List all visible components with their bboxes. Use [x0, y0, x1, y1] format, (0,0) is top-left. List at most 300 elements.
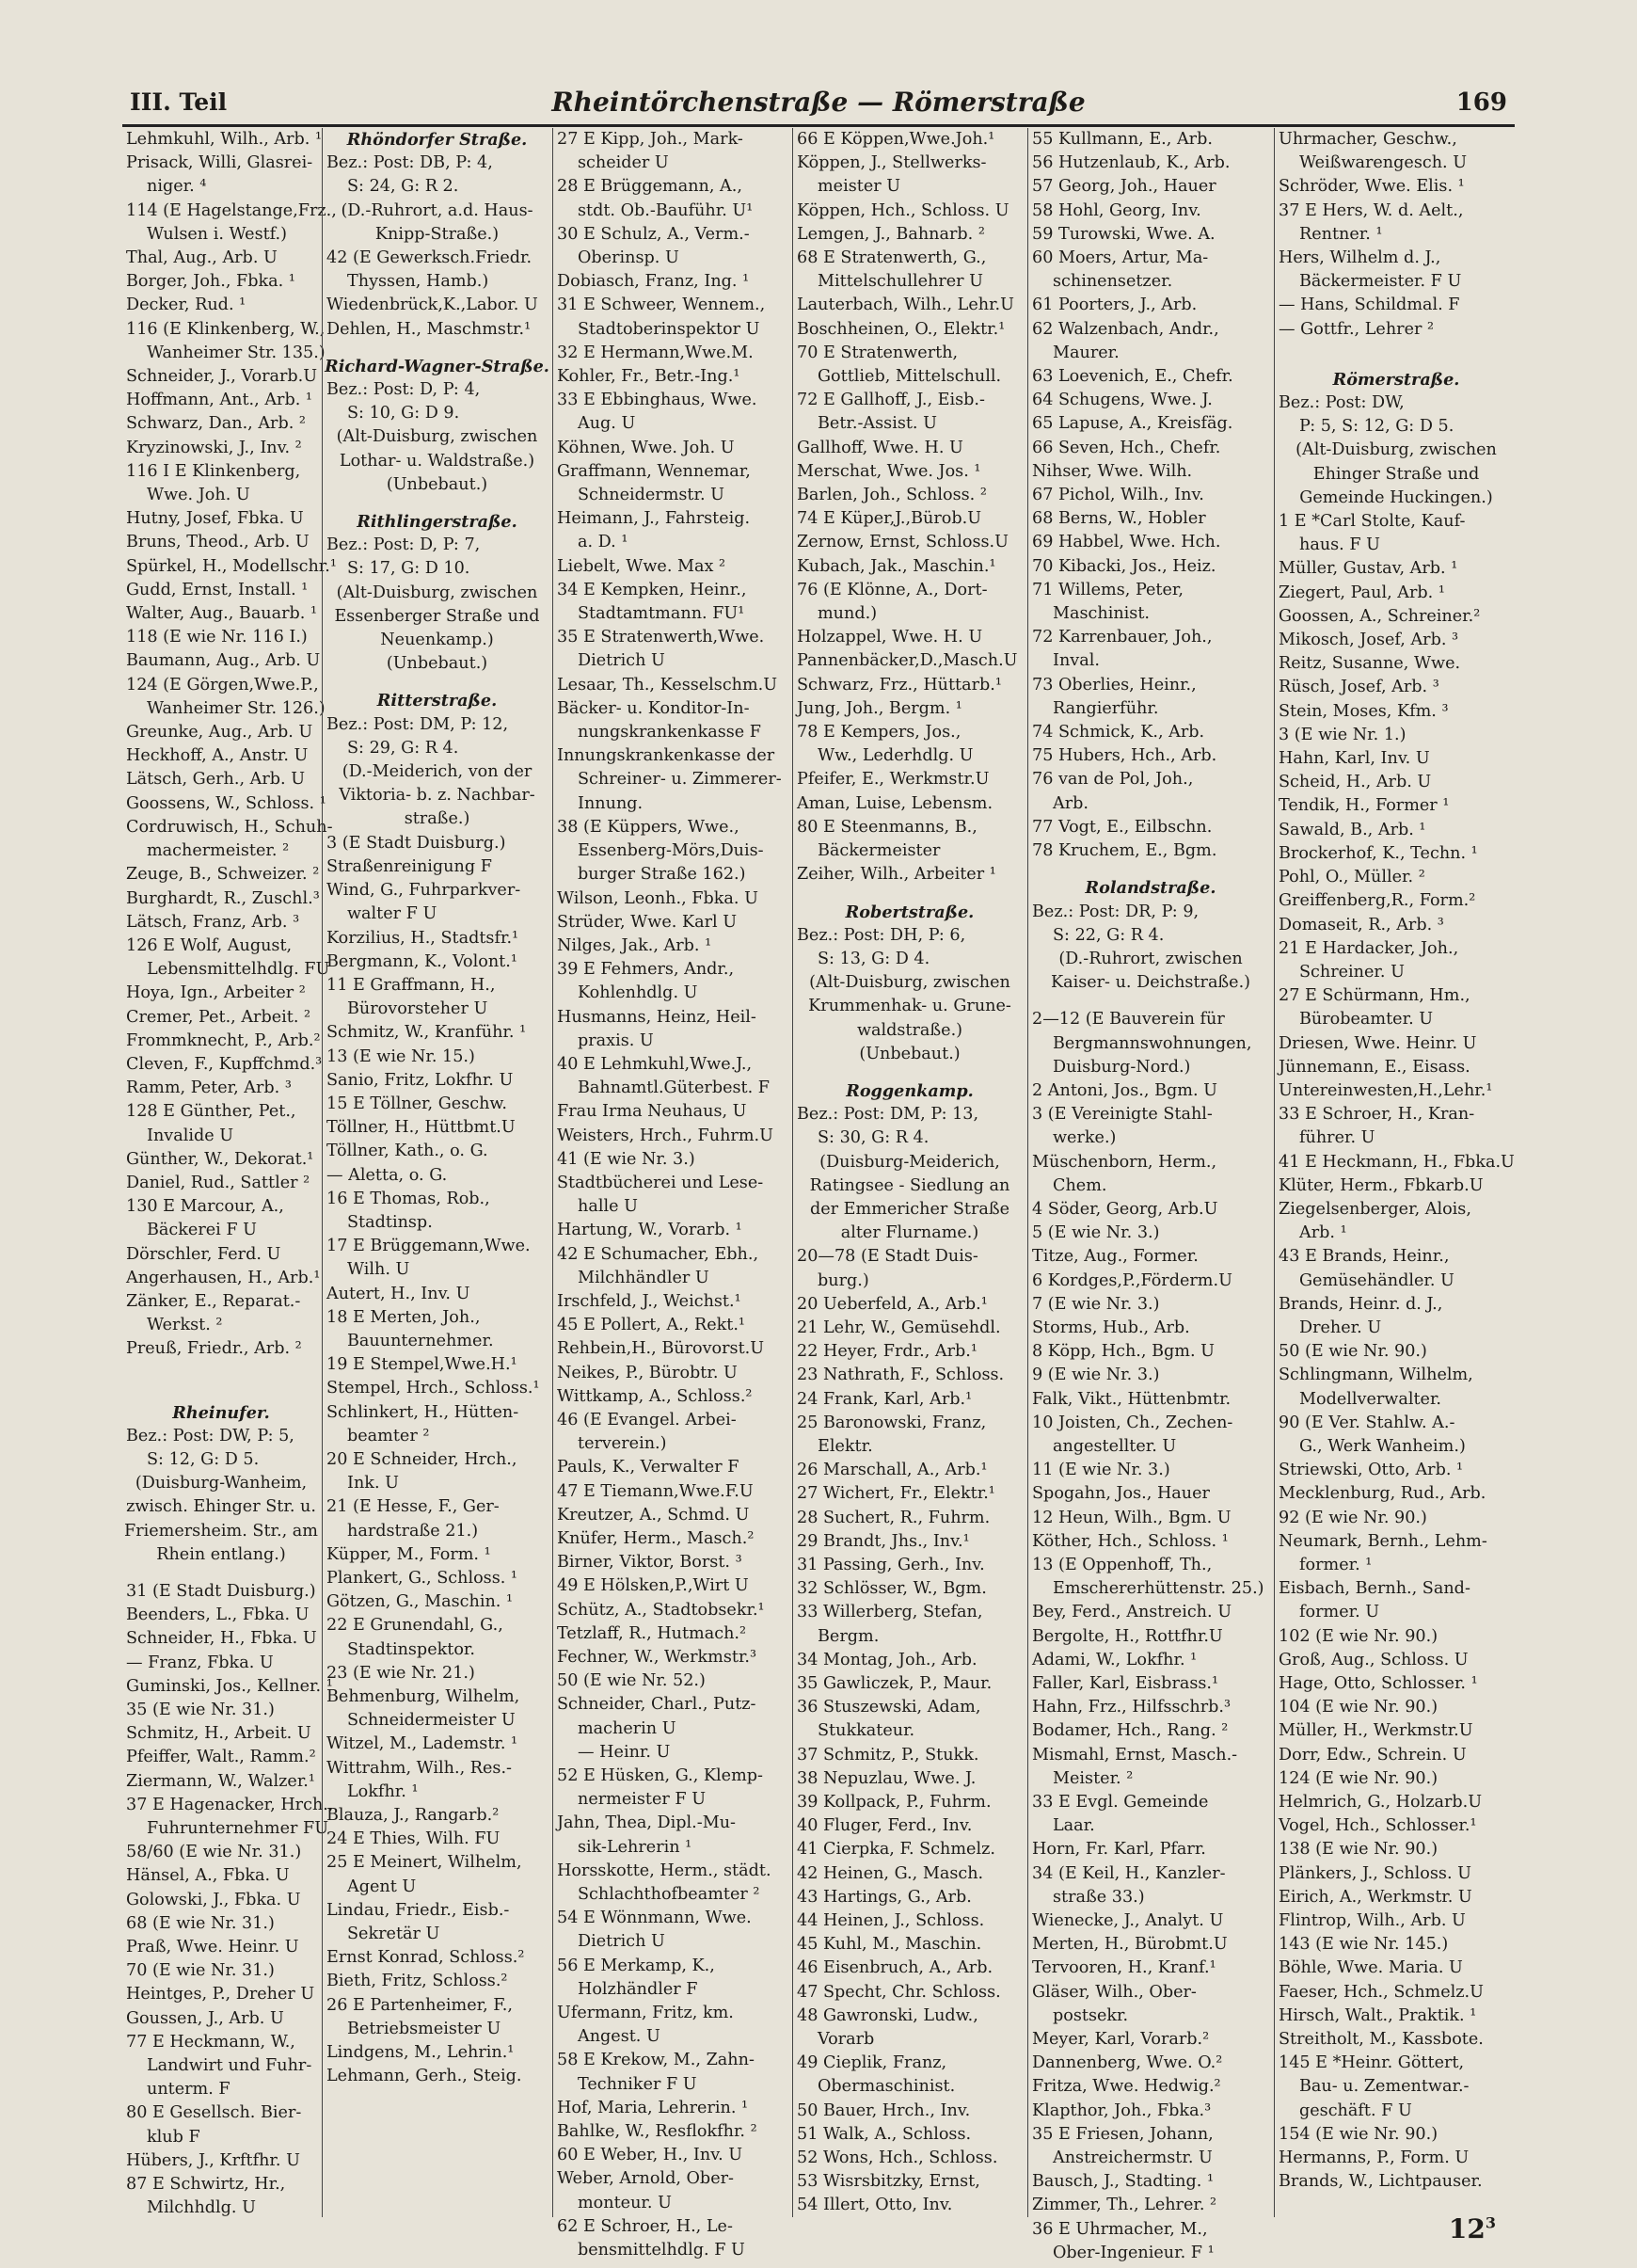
directory-entry-line: stdt. Ob.-Bauführ. U¹: [578, 200, 754, 220]
directory-entry-line: Zimmer, Th., Lehrer. ²: [1032, 2196, 1217, 2215]
directory-entry-line: Goossen, A., Schreiner.²: [1279, 606, 1481, 626]
spacer: [122, 1362, 322, 1375]
directory-entry-line: 23 Nathrath, F., Schloss.: [797, 1366, 1005, 1385]
directory-entry-line: hardstraße 21.): [347, 1521, 479, 1541]
directory-entry-line: Wanheimer Str. 135.): [147, 343, 326, 362]
directory-entry-line: Pannenbäcker,D.,Masch.U: [797, 651, 1018, 671]
directory-entry-line: Invalide U: [147, 1126, 234, 1145]
directory-entry-line: Nihser, Wwe. Wilh.: [1032, 461, 1193, 481]
directory-entry-line: Angest. U: [578, 2027, 660, 2047]
directory-entry-line: Dreher. U: [1299, 1318, 1382, 1337]
directory-entry-line: Vorarb: [818, 2030, 875, 2050]
directory-entry-line: Bez.: Post: D, P: 4,: [326, 380, 481, 400]
directory-entry-line: Brands, Heinr. d. J.,: [1279, 1294, 1443, 1314]
directory-entry-line: Günther, W., Dekorat.¹: [126, 1149, 314, 1169]
directory-entry-line: Schneider, J., Vorarb.U: [126, 367, 318, 387]
directory-entry-line: Chem.: [1053, 1175, 1107, 1195]
directory-entry-line: Anstreichermstr. U: [1053, 2148, 1213, 2168]
directory-entry-line: (Duisburg-Wanheim,: [135, 1474, 308, 1493]
directory-entry-line: Lauterbach, Wilh., Lehr.U: [797, 295, 1014, 315]
directory-entry-line: Merschat, Wwe. Jos. ¹: [797, 461, 981, 481]
street-heading: Rhöndorfer Straße.: [346, 130, 528, 150]
directory-entry-line: Wienecke, J., Analyt. U: [1032, 1911, 1224, 1931]
directory-entry-line: Friemersheim. Str., am: [124, 1521, 318, 1541]
directory-entry-line: der Emmericher Straße: [809, 1199, 1010, 1219]
directory-entry-line: 3 (E Stadt Duisburg.): [326, 833, 506, 853]
directory-entry-line: Töllner, H., Hüttbmt.U: [326, 1118, 516, 1138]
directory-entry-line: Fechner, W., Werkmstr.³: [557, 1648, 757, 1667]
directory-entry-line: Klüter, Herm., Fbkarb.U: [1279, 1175, 1484, 1195]
directory-entry-line: 18 E Merten, Joh.,: [326, 1307, 481, 1327]
directory-entry-line: Schmitz, H., Arbeit. U: [126, 1724, 311, 1744]
directory-entry-line: postsekr.: [1053, 2005, 1129, 2025]
directory-entry-line: Hänsel, A., Fbka. U: [126, 1866, 290, 1886]
street-heading: Rheinufer.: [172, 1402, 270, 1423]
directory-entry-line: 30 E Schulz, A., Verm.-: [557, 224, 750, 244]
directory-entry-line: 53 Wisrsbitzky, Ernst,: [797, 2172, 980, 2192]
directory-entry-line: Emschererhüttenstr. 25.): [1053, 1579, 1264, 1599]
directory-entry-line: Schneidermeister U: [347, 1711, 516, 1731]
directory-entry-line: Bez.: Post: D, P: 7,: [326, 535, 481, 555]
directory-entry-line: Kohlenhdlg. U: [578, 983, 698, 1003]
directory-entry-line: Holzhändler F: [578, 1979, 698, 1999]
directory-entry-line: 33 E Evgl. Gemeinde: [1032, 1793, 1209, 1813]
directory-entry-line: 34 Montag, Joh., Arb.: [797, 1650, 977, 1669]
directory-entry-line: 48 Gawronski, Ludw.,: [797, 2005, 978, 2025]
directory-entry-line: Ober-Ingenieur. F ¹: [1053, 2243, 1215, 2262]
street-heading: Rithlingerstraße.: [357, 512, 517, 533]
directory-entry-line: Pfeiffer, Walt., Ramm.²: [126, 1748, 316, 1767]
directory-entry-line: Wiedenbrück,K.,Labor. U: [326, 295, 538, 315]
directory-entry-line: 90 (E Ver. Stahlw. A.-: [1279, 1413, 1455, 1432]
directory-entry-line: Gallhoff, Wwe. H. U: [797, 438, 963, 457]
directory-entry-line: 126 E Wolf, August,: [126, 935, 293, 955]
directory-entry-line: Köhnen, Wwe. Joh. U: [557, 438, 735, 457]
directory-entry-line: Klapthor, Joh., Fbka.³: [1032, 2100, 1212, 2120]
directory-entry-line: 33 E Schroer, H., Kran-: [1279, 1105, 1475, 1125]
directory-entry-line: Bäckermeister. F U: [1299, 272, 1462, 292]
directory-entry-line: Borger, Joh., Fbka. ¹: [126, 272, 295, 292]
directory-entry-line: 33 E Ebbinghaus, Wwe.: [557, 391, 757, 410]
directory-entry-line: burg.): [818, 1270, 869, 1290]
directory-entry-line: Tetzlaff, R., Hutmach.²: [557, 1623, 747, 1643]
directory-entry-line: Hartung, W., Vorarb. ¹: [557, 1221, 742, 1240]
directory-entry-line: Dietrich U: [578, 1932, 665, 1952]
spacer: [323, 497, 553, 510]
directory-entry-line: 35 E Friesen, Johann,: [1032, 2124, 1214, 2144]
directory-entry-line: Angerhausen, H., Arb.¹: [126, 1268, 321, 1287]
directory-entry-line: 31 E Schweer, Wennem.,: [557, 295, 766, 315]
directory-entry-line: Strüder, Wwe. Karl U: [557, 912, 738, 932]
directory-entry-line: Kreutzer, A., Schmd. U: [557, 1505, 750, 1525]
directory-entry-line: 124 (E wie Nr. 90.): [1279, 1768, 1438, 1788]
spacer: [793, 887, 1028, 901]
directory-entry-line: Horsskotte, Herm., städt.: [557, 1861, 771, 1880]
directory-entry-line: Bergolte, H., Rottfhr.U: [1032, 1626, 1223, 1646]
directory-entry-line: Müller, Gustav, Arb. ¹: [1279, 559, 1458, 579]
running-header: [122, 83, 1515, 127]
directory-entry-line: Hoya, Ign., Arbeiter ²: [126, 983, 306, 1003]
directory-entry-line: 40 E Lehmkuhl,Wwe.J.,: [557, 1054, 753, 1074]
directory-entry-line: Hirsch, Walt., Praktik. ¹: [1279, 2005, 1477, 2025]
directory-entry-line: 74 Schmick, K., Arb.: [1032, 723, 1205, 743]
directory-entry-line: Gemüsehändler. U: [1299, 1270, 1454, 1290]
directory-entry-line: Prisack, Willi, Glasrei-: [126, 153, 313, 173]
directory-entry-line: Zeiher, Wilh., Arbeiter ¹: [797, 865, 996, 885]
directory-entry-line: Betr.-Assist. U: [818, 414, 937, 434]
directory-entry-line: Praß, Wwe. Heinr. U: [126, 1938, 299, 1957]
spacer: [1028, 995, 1275, 1008]
directory-entry-line: Titze, Aug., Former.: [1032, 1247, 1199, 1267]
directory-entry-line: 47 E Tiemann,Wwe.F.U: [557, 1481, 754, 1501]
directory-entry-line: Stadtinsp.: [347, 1212, 433, 1232]
street-heading: Ritterstraße.: [376, 691, 498, 711]
directory-entry-line: unterm. F: [147, 2080, 230, 2100]
directory-entry-line: Schmitz, W., Kranführ. ¹: [326, 1023, 527, 1043]
directory-entry-line: — Franz, Fbka. U: [126, 1653, 274, 1672]
directory-entry-line: Modellverwalter.: [1299, 1389, 1442, 1409]
directory-entry-line: 62 E Schroer, H., Le-: [557, 2216, 733, 2236]
directory-entry-line: 45 Kuhl, M., Maschin.: [797, 1935, 982, 1955]
directory-entry-line: Greunke, Aug., Arb. U: [126, 723, 313, 743]
directory-entry-line: 116 (E Klinkenberg, W.,: [126, 319, 326, 339]
directory-entry-line: (D.-Ruhrort, a.d. Haus-: [341, 200, 533, 220]
directory-entry-line: 65 Lapuse, A., Kreisfäg.: [1032, 414, 1233, 434]
directory-entry-line: Graffmann, Wennemar,: [557, 461, 751, 481]
directory-entry-line: 37 E Hers, W. d. Aelt.,: [1279, 200, 1464, 220]
directory-entry-line: 130 E Marcour, A.,: [126, 1197, 284, 1217]
directory-entry-line: 49 Cieplik, Franz,: [797, 2053, 947, 2073]
directory-entry-line: führer. U: [1299, 1128, 1375, 1148]
directory-entry-line: niger. ⁴: [147, 177, 207, 197]
directory-entry-line: Köppen, J., Stellwerks-: [797, 153, 987, 173]
sheet-signature-superscript: 3: [1485, 2213, 1496, 2232]
directory-entry-line: Weißwarengesch. U: [1299, 153, 1468, 173]
directory-entry-line: 13 (E wie Nr. 15.): [326, 1046, 475, 1066]
directory-entry-line: 34 (E Keil, H., Kanzler-: [1032, 1863, 1226, 1883]
directory-entry-line: Werkst. ²: [147, 1316, 223, 1335]
directory-entry-line: Scheid, H., Arb. U: [1279, 773, 1432, 792]
directory-entry-line: 154 (E wie Nr. 90.): [1279, 2124, 1438, 2144]
directory-entry-line: 145 E *Heinr. Göttert,: [1279, 2053, 1465, 2073]
directory-entry-line: Wwe. Joh. U: [147, 486, 250, 505]
directory-entry-line: Spürkel, H., Modellschr.¹: [126, 556, 337, 576]
directory-entry-line: Neumark, Bernh., Lehm-: [1279, 1531, 1487, 1551]
directory-entry-line: 29 Brandt, Jhs., Inv.¹: [797, 1531, 970, 1551]
directory-entry-line: Bergmann, K., Volont.¹: [326, 951, 517, 971]
directory-entry-line: 11 E Graffmann, H.,: [326, 975, 496, 995]
directory-entry-line: 66 E Köppen,Wwe.Joh.¹: [797, 130, 995, 149]
directory-entry-line: Korzilius, H., Stadtsfr.¹: [326, 928, 519, 948]
directory-entry-line: sik-Lehrerin ¹: [578, 1837, 692, 1857]
directory-entry-line: Zernow, Ernst, Schloss.U: [797, 533, 1009, 552]
directory-entry-line: Oberinsp. U: [578, 248, 679, 268]
directory-entry-line: Lindau, Friedr., Eisb.-: [326, 1900, 510, 1920]
directory-entry-line: 41 E Heckmann, H., Fbka.U: [1279, 1152, 1515, 1172]
directory-entry-line: 26 E Partenheimer, F.,: [326, 1995, 513, 2015]
directory-entry-line: Zänker, E., Reparat.-: [126, 1291, 301, 1311]
directory-entry-line: (Unbebaut.): [859, 1044, 961, 1063]
directory-entry-line: 20—78 (E Stadt Duis-: [797, 1247, 978, 1267]
directory-entry-line: Hers, Wilhelm d. J.,: [1279, 248, 1441, 268]
directory-entry-line: Kohler, Fr., Betr.-Ing.¹: [557, 367, 740, 387]
directory-entry-line: 104 (E wie Nr. 90.): [1279, 1698, 1438, 1717]
directory-entry-line: Liebelt, Wwe. Max ²: [557, 556, 726, 576]
directory-entry-line: Behmenburg, Wilhelm,: [326, 1687, 520, 1706]
directory-entry-line: Gudd, Ernst, Install. ¹: [126, 580, 309, 599]
directory-entry-line: 20 E Schneider, Hrch.,: [326, 1449, 517, 1469]
directory-entry-line: Ziegelsenberger, Alois,: [1279, 1199, 1471, 1219]
directory-entry-line: S: 17, G: D 10.: [347, 559, 470, 579]
directory-entry-line: Köppen, Hch., Schloss. U: [797, 200, 1009, 220]
directory-entry-line: werke.): [1053, 1128, 1117, 1148]
directory-entry-line: Bauunternehmer.: [347, 1331, 494, 1350]
directory-entry-line: Meister. ²: [1053, 1768, 1134, 1788]
directory-entry-line: Lokfhr. ¹: [347, 1781, 419, 1801]
directory-entry-line: Köther, Hch., Schloss. ¹: [1032, 1531, 1229, 1551]
directory-entry-line: geschäft. F U: [1299, 2100, 1412, 2120]
directory-entry-line: Bieth, Fritz, Schloss.²: [326, 1972, 508, 1991]
directory-entry-line: mund.): [818, 604, 878, 624]
directory-entry-line: Schreiner- u. Zimmerer-: [578, 770, 782, 790]
directory-entry-line: 57 Georg, Joh., Hauer: [1032, 177, 1216, 197]
spacer: [122, 1567, 322, 1580]
directory-entry-line: Brands, W., Lichtpauser.: [1279, 2172, 1483, 2192]
directory-entry-line: 68 Berns, W., Hobler: [1032, 509, 1206, 529]
directory-entry-line: 56 Hutzenlaub, K., Arb.: [1032, 153, 1231, 173]
directory-entry-line: Lebensmittelhdlg. FU: [147, 960, 330, 980]
directory-entry-line: former. U: [1299, 1603, 1380, 1622]
directory-entry-line: 26 Marschall, A., Arb.¹: [797, 1461, 988, 1480]
directory-entry-line: Schreiner. U: [1299, 962, 1405, 982]
directory-entry-line: 7 (E wie Nr. 3.): [1032, 1294, 1160, 1314]
directory-entry-line: Gläser, Wilh., Ober-: [1032, 1982, 1197, 2002]
directory-entry-line: Landwirt und Fuhr-: [147, 2056, 312, 2076]
directory-entry-line: 46 Eisenbruch, A., Arb.: [797, 1958, 993, 1978]
directory-entry-line: Obermaschinist.: [818, 2077, 956, 2097]
directory-entry-line: straße.): [404, 809, 470, 829]
directory-entry-line: klub F: [147, 2127, 200, 2147]
directory-entry-line: 50 (E wie Nr. 52.): [557, 1671, 706, 1691]
directory-entry-line: Nilges, Jak., Arb. ¹: [557, 935, 712, 955]
spacer: [122, 1388, 322, 1401]
directory-entry-line: 58 E Krekow, M., Zahn-: [557, 2051, 755, 2070]
directory-entry-line: 22 Heyer, Frdr., Arb.¹: [797, 1342, 977, 1362]
directory-entry-line: Bergm.: [818, 1626, 880, 1646]
directory-entry-line: Stadtoberinspektor U: [578, 319, 760, 339]
directory-entry-line: Wanheimer Str. 126.): [147, 698, 326, 718]
directory-entry-line: 10 Joisten, Ch., Zechen-: [1032, 1413, 1233, 1432]
directory-entry-line: 3 (E Vereinigte Stahl-: [1032, 1105, 1213, 1125]
directory-entry-line: — Gottfr., Lehrer ²: [1279, 319, 1435, 339]
directory-entry-line: Schneider, Charl., Putz-: [557, 1695, 756, 1715]
directory-entry-line: Tendik, H., Former ¹: [1279, 796, 1450, 816]
directory-entry-line: 71 Willems, Peter,: [1032, 580, 1184, 599]
directory-entry-line: 75 Hubers, Hch., Arb.: [1032, 746, 1217, 766]
directory-entry-line: waldstraße.): [856, 1020, 963, 1040]
directory-entry-line: Wind, G., Fuhrparkver-: [326, 881, 521, 901]
directory-entry-line: Ink. U: [347, 1474, 399, 1493]
directory-entry-line: 80 E Steenmanns, B.,: [797, 817, 977, 837]
directory-entry-line: 45 E Pollert, A., Rekt.¹: [557, 1316, 745, 1335]
directory-entry-line: Streitholt, M., Kassbote.: [1279, 2030, 1484, 2050]
directory-entry-line: Storms, Hub., Arb.: [1032, 1318, 1190, 1337]
directory-entry-line: 62 Walzenbach, Andr.,: [1032, 319, 1219, 339]
directory-entry-line: Hübers, J., Krftfhr. U: [126, 2150, 300, 2170]
directory-entry-line: 35 Gawliczek, P., Maur.: [797, 1674, 993, 1693]
directory-entry-line: 36 E Uhrmacher, M.,: [1032, 2219, 1208, 2239]
directory-entry-line: machermeister. ²: [147, 841, 290, 861]
directory-entry-line: Lesaar, Th., Kesselschm.U: [557, 675, 778, 695]
directory-entry-line: bensmittelhdlg. F U: [578, 2241, 745, 2260]
directory-entry-line: 68 E Stratenwerth, G.,: [797, 248, 987, 268]
directory-entry-line: Böhle, Wwe. Maria. U: [1279, 1958, 1463, 1978]
directory-entry-line: monteur. U: [578, 2193, 672, 2212]
directory-entry-line: (Alt-Duisburg, zwischen: [336, 583, 538, 602]
directory-entry-line: Heintges, P., Dreher U: [126, 1985, 315, 2004]
directory-entry-line: Cordruwisch, H., Schuh-: [126, 817, 333, 837]
directory-entry-line: Barlen, Joh., Schloss. ²: [797, 486, 987, 505]
directory-entry-line: Milchhdlg. U: [147, 2198, 256, 2218]
spacer: [323, 676, 553, 689]
directory-entry-line: 68 (E wie Nr. 31.): [126, 1913, 275, 1933]
directory-entry-line: Lehmkuhl, Wilh., Arb. ¹: [126, 130, 322, 149]
street-heading: Römerstraße.: [1332, 369, 1460, 390]
directory-entry-line: Müschenborn, Herm.,: [1032, 1152, 1217, 1172]
directory-entry-line: 116 I E Klinkenberg,: [126, 461, 301, 481]
directory-entry-line: 43 Hartings, G., Arb.: [797, 1887, 972, 1907]
directory-entry-line: Uhrmacher, Geschw.,: [1279, 130, 1457, 149]
directory-entry-line: Heimann, J., Fahrsteig.: [557, 509, 751, 529]
directory-entry-line: scheider U: [578, 153, 669, 173]
directory-entry-line: Kaiser- u. Deichstraße.): [1050, 973, 1251, 993]
directory-entry-line: Tervooren, H., Kranf.¹: [1032, 1958, 1216, 1978]
directory-entry-line: Jünnemann, E., Eisass.: [1279, 1057, 1470, 1077]
directory-entry-line: Fuhrunternehmer FU: [147, 1819, 329, 1839]
directory-entry-line: 28 Suchert, R., Fuhrm.: [797, 1508, 991, 1527]
directory-entry-line: Ufermann, Fritz, km.: [557, 2004, 734, 2023]
column-1: [122, 128, 337, 2218]
directory-entry-line: 51 Walk, A., Schloss.: [797, 2124, 972, 2144]
directory-entry-line: Ratingsee - Siedlung an: [809, 1175, 1010, 1195]
directory-entry-line: 13 (E Oppenhoff, Th.,: [1032, 1555, 1213, 1574]
directory-entry-line: Thyssen, Hamb.): [347, 272, 489, 292]
directory-entry-line: Lindgens, M., Lehrin.¹: [326, 2043, 515, 2063]
directory-entry-line: Holzappel, Wwe. H. U: [797, 628, 983, 647]
directory-entry-line: 21 Lehr, W., Gemüsehdl.: [797, 1318, 1001, 1337]
directory-entry-line: (D.-Ruhrort, zwischen: [1058, 949, 1243, 968]
directory-entry-line: Goussen, J., Arb. U: [126, 2008, 284, 2028]
directory-entry-line: (Alt-Duisburg, zwischen: [336, 427, 538, 447]
directory-entry-line: 17 E Brüggemann,Wwe.: [326, 1237, 531, 1256]
directory-entry-line: Bodamer, Hch., Rang. ²: [1032, 1721, 1229, 1741]
directory-entry-line: Maurer.: [1053, 343, 1120, 362]
directory-entry-line: Lemgen, J., Bahnarb. ²: [797, 224, 985, 244]
directory-entry-line: 16 E Thomas, Rob.,: [326, 1189, 490, 1208]
directory-entry-line: 72 E Gallhoff, J., Eisb.-: [797, 391, 985, 410]
directory-entry-line: Hahn, Karl, Inv. U: [1279, 749, 1430, 769]
directory-entry-line: Brockerhof, K., Techn. ¹: [1279, 843, 1478, 863]
directory-entry-line: Greiffenberg,R., Form.²: [1279, 891, 1476, 911]
directory-entry-line: 42 E Schumacher, Ebh.,: [557, 1244, 759, 1264]
directory-entry-line: Lehmann, Gerh., Steig.: [326, 2067, 522, 2086]
directory-entry-line: 38 (E Küppers, Wwe.,: [557, 817, 739, 837]
directory-entry-line: angestellter. U: [1053, 1436, 1177, 1456]
directory-entry-line: 61 Poorters, J., Arb.: [1032, 295, 1198, 315]
directory-entry-line: Bürovorsteher U: [347, 999, 488, 1019]
directory-entry-line: 114 (E Hagelstange,Frz.,: [126, 200, 337, 220]
directory-entry-line: 24 Frank, Karl, Arb.¹: [797, 1389, 973, 1409]
directory-entry-line: 76 van de Pol, Joh.,: [1032, 770, 1194, 790]
directory-entry-line: Reitz, Susanne, Wwe.: [1279, 654, 1461, 674]
directory-entry-line: Heckhoff, A., Anstr. U: [126, 746, 309, 766]
directory-entry-line: Dörschler, Ferd. U: [126, 1244, 281, 1264]
directory-entry-line: G., Werk Wanheim.): [1299, 1436, 1466, 1456]
directory-entry-line: Bez.: Post: DH, P: 6,: [797, 925, 966, 945]
directory-entry-line: 73 Oberlies, Heinr.,: [1032, 675, 1197, 695]
directory-entry-line: Wittrahm, Wilh., Res.-: [326, 1758, 513, 1778]
directory-entry-line: Bey, Ferd., Anstreich. U: [1032, 1603, 1232, 1622]
directory-entry-line: Ramm, Peter, Arb. ³: [126, 1078, 292, 1098]
directory-entry-line: Innung.: [578, 793, 644, 813]
directory-entry-line: Blauza, J., Rangarb.²: [326, 1806, 500, 1826]
directory-entry-line: P: 5, S: 12, G: D 5.: [1299, 417, 1454, 437]
directory-entry-line: Hutny, Josef, Fbka. U: [126, 509, 304, 529]
directory-entry-line: Flintrop, Wilh., Arb. U: [1279, 1911, 1466, 1931]
directory-entry-line: 41 Cierpka, F. Schmelz.: [797, 1840, 995, 1860]
directory-entry-line: Untereinwesten,H.,Lehr.¹: [1279, 1080, 1493, 1100]
directory-entry-line: straße 33.): [1053, 1887, 1145, 1907]
column-4: [792, 128, 1028, 2217]
directory-entry-line: 50 (E wie Nr. 90.): [1279, 1342, 1427, 1362]
directory-entry-line: Preuß, Friedr., Arb. ²: [126, 1339, 302, 1359]
directory-entry-line: — Hans, Schildmal. F: [1279, 295, 1460, 315]
directory-entry-line: Mismahl, Ernst, Masch.-: [1032, 1745, 1238, 1765]
directory-entry-line: Stein, Moses, Kfm. ³: [1279, 701, 1449, 721]
directory-entry-line: Pohl, O., Müller. ²: [1279, 868, 1425, 887]
directory-entry-line: Schneider, H., Fbka. U: [126, 1629, 317, 1649]
directory-entry-line: 31 (E Stadt Duisburg.): [126, 1581, 316, 1601]
directory-entry-line: 21 (E Hesse, F., Ger-: [326, 1497, 500, 1517]
directory-entry-line: 49 E Hölsken,P.,Wirt U: [557, 1576, 749, 1596]
directory-entry-line: 54 Illert, Otto, Inv.: [797, 2196, 953, 2215]
directory-entry-line: Bausch, J., Stadting. ¹: [1032, 2172, 1215, 2192]
directory-entry-line: 40 Fluger, Ferd., Inv.: [797, 1816, 973, 1836]
directory-entry-line: 78 E Kempers, Jos.,: [797, 723, 962, 743]
directory-entry-line: 35 (E wie Nr. 31.): [126, 1701, 275, 1719]
directory-entry-line: Stadtbücherei und Lese-: [557, 1173, 764, 1192]
directory-entry-line: 55 Kullmann, E., Arb.: [1032, 130, 1213, 149]
directory-entry-line: Bruns, Theod., Arb. U: [126, 533, 310, 552]
directory-entry-line: Götzen, G., Maschin. ¹: [326, 1592, 514, 1612]
directory-entry-line: Sanio, Fritz, Lokfhr. U: [326, 1070, 514, 1090]
directory-entry-line: Daniel, Rud., Sattler ²: [126, 1173, 310, 1192]
directory-entry-line: Bez.: Post: DW,: [1279, 393, 1405, 413]
directory-entry-line: S: 29, G: R 4.: [347, 738, 459, 758]
directory-entry-line: Rüsch, Josef, Arb. ³: [1279, 678, 1439, 697]
directory-entry-line: Bez.: Post: DB, P: 4,: [326, 153, 493, 173]
directory-entry-line: Frommknecht, P., Arb.²: [126, 1030, 321, 1050]
directory-entry-line: 37 Schmitz, P., Stukk.: [797, 1745, 979, 1765]
directory-entry-line: Hermanns, P., Form. U: [1279, 2148, 1470, 2168]
directory-entry-line: (Alt-Duisburg, zwischen: [809, 973, 1010, 993]
directory-entry-line: Schütz, A., Stadtobsekr.¹: [557, 1600, 765, 1620]
directory-entry-line: Kryzinowski, J., Inv. ²: [126, 438, 302, 457]
directory-entry-line: macherin U: [578, 1718, 676, 1738]
directory-entry-line: schinensetzer.: [1053, 272, 1173, 292]
directory-entry-line: Milchhändler U: [578, 1268, 709, 1287]
directory-entry-line: praxis. U: [578, 1030, 654, 1050]
